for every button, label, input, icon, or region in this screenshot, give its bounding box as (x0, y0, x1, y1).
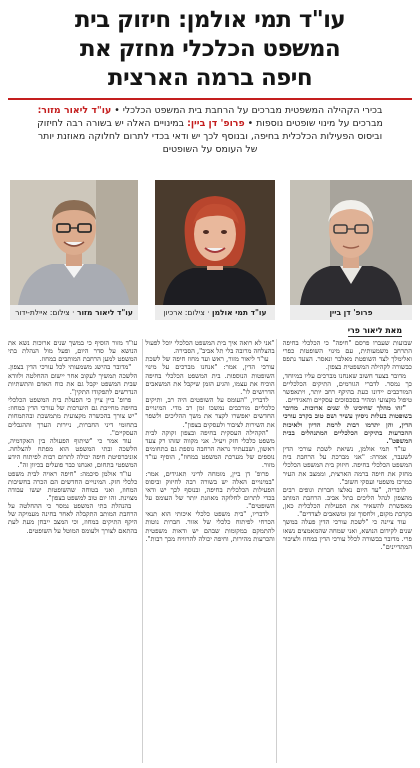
subhead-line-1 (8, 104, 412, 117)
caption-credit: צילום: איילת-ידור (15, 308, 70, 317)
subhead-text-2b: במינויים האלה יש בשורה רבה לחיזוק (37, 118, 188, 129)
caption-credit: צילום: ארכיון (163, 308, 205, 317)
caption-name: עו"ד ליאור מזור (76, 308, 133, 317)
photo-lior-mazor (10, 180, 138, 320)
photo-tami-ulman (155, 180, 275, 320)
paragraph-quote: "זהו מהלך שחיכינו לו שנים ארוכות. מדובר בשופטות בעלות ניסיון עשיר ושם טוב בקרב עורכי הדין, והן יתרמו רבות לרמת הדיון ולאיכות ההכרעות בתיקים הכלכליים המתנהלים בבית המשפט". (282, 404, 412, 445)
paragraph: עו"ד תמי אולמן, נשיאת לשכת עורכי הדין לשעבר, אמרה: "אני מברכת על הרחבת בית המשפט הכלכלי בחיפה. חיזוק בית המשפט הכלכלי מחזק את חיפה ברמה הארצית, וממצב את העיר כמרכז משפטי ועסקי חשוב". (282, 445, 412, 486)
subhead-text-1: בכירי הקהילה המשפטית מברכים על הרחבת בית המשפט הכלכלי (122, 105, 383, 116)
paragraph: לדבריה, "עד היום נאלצו חברות וגופים רבים מהצפון לנהל הליכים בתל אביב. הרחבת המותב מאפשרת להשאיר את הפעילות הכלכלית כאן, בקרבת מקום, ולחסוך זמן ומשאבים לצדדים". (282, 485, 412, 519)
paragraph: עו"ד מזור הוסיף כי במשך שנים ארוכות נשא את הנושא על סדר היום, ופעל מול הנהלת בתי המשפט למען הרחבת המותבים במחוז. (8, 339, 138, 364)
subhead-speaker-bein: פרופ' דן ביין: (187, 118, 245, 129)
headline-line-1: עו"ד תמי אולמן: חיזוק בית (74, 7, 346, 33)
portrait-bein-icon (290, 180, 412, 305)
paragraph: שבועות שעברו פרסם "חיפה" כי הכלכלי בחיפה התרחב משמעותית, עם מינוי השופטות כפרי ואלימלך לצד השופטת מאלבר ונאסר. הצעד נתפס כבשורה לקהילה המשפטית בצפון. (282, 339, 412, 372)
paragraph: פרופ' ביין ציין כי הפעלת בית המשפט הכלכלי בחיפה מחייבת גם היערכות של עורכי הדין במחוז: "יש צורך בהכשרה מקצועית מתמשכת ובהתמחות בתחומי דיני החברות, ניירות הערך וההגבלים העסקיים". (8, 396, 138, 437)
paragraph: "אני לא רואה איך בית המשפט הכלכלי יוכל לפעול בהצלחה מרובה בלי תל אביב", הסבירה. (145, 339, 275, 356)
byline: מאת ליאור פרי (347, 326, 402, 335)
photo-caption-bein (290, 305, 412, 320)
subhead-speaker-mazor: עו"ד ליאור מזור: (37, 105, 112, 116)
paragraph: עו"ד אולמן סיכמה: "חיפה ראויה לבית משפט כלכלי חזק. המינויים החדשים הם הכרה בחשיבות המחוז, ואני בטוחה שהשופטות יעשו עבודה מצוינת. זהו יום טוב למשפט בצפון". (8, 469, 138, 502)
headline (8, 6, 412, 93)
photo-caption-mazor: עו"ד ליאור מזור · צילום: איילת-ידור (10, 305, 138, 320)
subheadline (8, 98, 412, 156)
caption-name: עו"ד תמי אולמן (212, 308, 267, 317)
photo-dan-bein (290, 180, 412, 320)
paragraph: עוד אמר כי "שיתוף הפעולה בין האקדמיה, הלשכה ובתי המשפט הוא מפתח להצלחה. אוניברסיטת חיפה יכולה לתרום רבות לפיתוח הידע המשפטי בתחום, ואנחנו כבר פועלים בכיוון זה". (8, 436, 138, 470)
paragraph: לדבריו, "בית משפט כלכלי איכותי הוא תנאי הכרחי לפיתוח כלכלי של אזור. חברות נוטות להתמקם במקומות שבהם יש ודאות משפטית והכרעות מהירות, וחיפה יכולה להרוויח מכך רבות". (145, 510, 275, 543)
paragraph: מדובר בצעד חשוב שאנחנו מברכים עליו במיוחד, כך נמסר. לדברי הגורמים, התיקים הכלכליים המורכבים יידונו כעת בהיקף רחב יותר, ויתאפשר טיפול מקצועי ומהיר בסכסוכים עסקיים ותאגידיים. (282, 371, 412, 405)
paragraph: "מדובר בהישג משמעותי לכל עורכי הדין בצפון. הלשכה תמשיך לעקוב אחר יישום ההחלטה ולוודא שבית המשפט יקבל גם את כוח האדם והתשתיות הנדרשים לתפקודו התקין". (8, 363, 138, 396)
headline-line-2: המשפט הכלכלי מחזק את (79, 36, 341, 62)
subhead-line-3: וביסוס הפעילות הכלכלית בחיפה, ובנוסף לכך יש ודאי בכדי לתרום לחלוקה מאוזנת יותר (37, 131, 383, 142)
column-left (8, 339, 137, 765)
paragraph: לדבריו, "העומס על השופטים היה רב, ותיקים כלכליים מורכבים נמשכו זמן רב מדי. המינויים החדשים יאפשרו לקצר את משך ההליכים ולשפר את השירות לציבור ולעסקים בצפון". (145, 396, 275, 429)
portrait-ulman-icon (155, 180, 275, 305)
portrait-mazor-icon (10, 180, 138, 305)
photo-caption-ulman: עו"ד תמי אולמן · צילום: ארכיון (155, 305, 275, 320)
article-body (8, 339, 412, 765)
subhead-line-4: של העומס על השופטים (162, 144, 258, 155)
caption-name: פרופ' דן ביין (329, 308, 373, 317)
subhead-separator: • (244, 118, 257, 129)
subhead-separator: • (111, 105, 123, 116)
subhead-line-2 (8, 117, 412, 130)
subhead-text-2a: מברכים על מינוי שופטים נוספות (256, 118, 383, 129)
headline-line-3: חיפה ברמה הארצית (107, 65, 313, 91)
paragraph: עוד ציינה כי "לשכת עורכי הדין פעלה במשך שנים לקידום הנושא, ואני שמחה שהמאמצים נשאו פרי. מדובר בבשורה לכלל עורכי הדין במחוז ולציבור המתדיינים". (282, 518, 412, 551)
paragraph: פרופ' דן ביין, מומחה לדיני תאגידים, אמר: "במינויים האלה יש בשורה רבה לחיזוק וביסוס הפעילות הכלכלית בחיפה, ובנוסף לכך יש ודאי בכדי לתרום לחלוקה מאוזנת יותר של העומס על השופטים". (145, 469, 275, 511)
column-right (283, 339, 412, 765)
column-middle (145, 339, 274, 765)
paragraph: "הקהילה העסקית בחיפה ובצפון זקוקה לבית משפט כלכלי חזק ויעיל. אני מקווה שזהו רק צעד ראשון, ושבעתיד נראה הרחבה נוספת גם בתחומים נוספים של מערכת המשפט במחוז", הוסיף עו"ד מזור. (145, 428, 275, 470)
paragraph: בהנהלת בתי המשפט נמסר כי ההחלטה על הרחבת המותב התקבלה לאחר בחינה מעמיקה של היקף התיקים במחוז, וכי המצב ייבחן מעת לעת בהתאם לצורך ולעומס המוטל על השופטים. (8, 502, 138, 535)
paragraph: עו"ד ליאור מזור, ראש ועד מחוז חיפה של לשכת עורכי הדין, אמר: "אנחנו מברכים על מינוי השופטות הנוספות. בית המשפט הכלכלי בחיפה הוכיח את עצמו, והגיע הזמן שיקבל את המשאבים הדרושים לו". (145, 355, 275, 396)
